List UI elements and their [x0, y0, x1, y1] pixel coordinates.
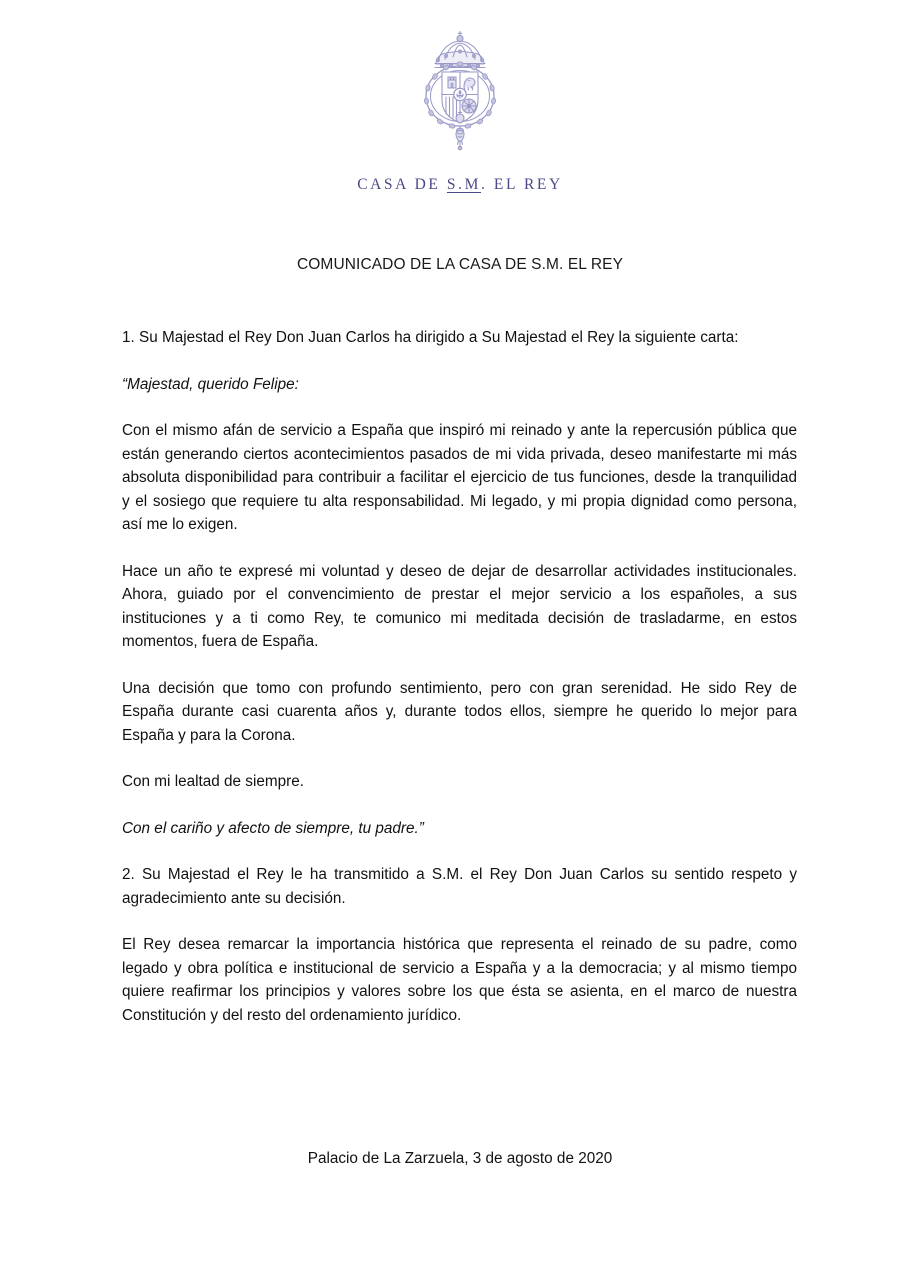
letterhead-title-underlined: S.M: [446, 176, 481, 193]
paragraph-letter-closing: Con el cariño y afecto de siempre, tu padre.”: [122, 819, 424, 837]
document-body: [0, 326, 920, 1027]
letterhead: [0, 0, 920, 194]
paragraph-letter-body-2: Hace un año te expresé mi voluntad y deseo de dejar de desarrollar actividades institucionales. Ahora, guiado por el convencimiento de prestar el mejor servicio a los españoles, a sus instituciones y a ti como Rey, te comunico mi meditada decisión de trasladarme, en estos momentos, fuera de España.: [122, 562, 797, 650]
paragraph-letter-body-4: Con mi lealtad de siempre.: [122, 773, 304, 790]
paragraph-item-2: 2. Su Majestad el Rey le ha transmitido a S.M. el Rey Don Juan Carlos su sentido respeto y agradecimiento ante su decisión.: [122, 866, 797, 907]
letterhead-title-prefix: CASA DE: [357, 176, 447, 193]
letterhead-title: [0, 176, 920, 194]
royal-coat-of-arms-icon: [412, 30, 508, 158]
document-footer: Palacio de La Zarzuela, 3 de agosto de 2020: [307, 1150, 613, 1167]
letterhead-title-suffix: . EL REY: [480, 176, 563, 193]
page-title: COMUNICADO DE LA CASA DE S.M. EL REY: [296, 256, 624, 273]
paragraph-letter-body-1: Con el mismo afán de servicio a España que inspiró mi reinado y ante la repercusión pública que están generando ciertos acontecimientos pasados de mi vida privada, deseo manifestarte mi más absoluta disponibilidad para contribuir a facilitar el ejercicio de tus funciones, desde la tranquilidad y el sosiego que requiere tu alta responsabilidad. Mi legado, y mi propia dignidad como persona, así me lo exigen.: [122, 422, 797, 533]
paragraph-letter-salutation: “Majestad, querido Felipe:: [122, 375, 299, 393]
paragraph-item-1: 1. Su Majestad el Rey Don Juan Carlos ha dirigido a Su Majestad el Rey la siguiente carta:: [122, 329, 739, 346]
paragraph-letter-body-3: Una decisión que tomo con profundo sentimiento, pero con gran serenidad. He sido Rey de España durante casi cuarenta años y, durante todos ellos, siempre he querido lo mejor para España y para la Corona.: [122, 679, 797, 744]
paragraph-item-2-body: El Rey desea remarcar la importancia histórica que representa el reinado de su padre, como legado y obra política e institucional de servicio a España y a la democracia; y al mismo tiempo quiere reafirmar los principios y valores sobre los que ésta se asienta, en el marco de nuestra Constitución y del resto del ordenamiento jurídico.: [122, 936, 797, 1024]
